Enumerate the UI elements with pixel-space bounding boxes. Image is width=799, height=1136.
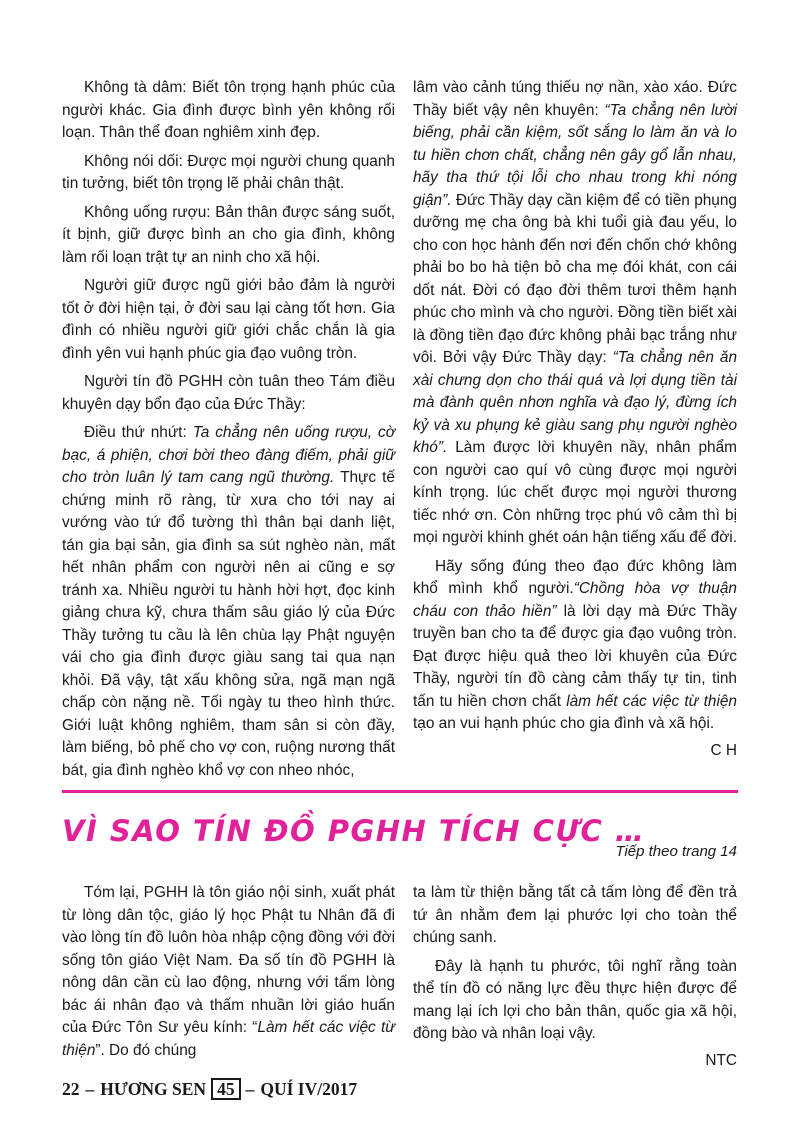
magazine-name: HƯƠNG SEN <box>100 1078 207 1099</box>
article1-left-column <box>62 77 395 788</box>
paragraph-continued: ta làm từ thiện bằng tất cả tấm lòng để đền trả tứ ân nhằm đem lại phước lợi cho toàn thể chúng sanh. <box>413 884 737 946</box>
text-lead: Hãy sống đúng theo đạo đức không làm khổ mình khổ người. <box>413 557 737 597</box>
paragraph-khong-noi-doi: Không nói dối: Được mọi người chung quanh tin tưởng, biết tôn trọng lẽ phải chân thật. <box>62 152 395 192</box>
page-number: 22 <box>62 1078 80 1099</box>
page-footer <box>62 1078 357 1100</box>
paragraph-tom-lai <box>62 882 395 1062</box>
footer-dash: – <box>245 1078 255 1099</box>
section-divider <box>62 790 738 793</box>
text-rest: Đức Thầy dạy cần kiệm để có tiền phụng dưỡng mẹ cha ông bà khi tuổi già đau yếu, lo cho con học hành đến nơi đến chốn chớ không phải bo bo hà tiện bỏ cha mẹ đói khát, con cái dốt nát. Đời có đạo đời thêm tươi thêm hạnh phúc cho mình và cho người. Đồng tiền biết xài là đồng tiền đạo đức không phải bạc trắng như vôi. Bởi vậy Đức Thầy dạy: <box>413 191 737 366</box>
paragraph-continued <box>413 77 737 550</box>
paragraph-hay-song <box>413 556 737 736</box>
article2-headline: VÌ SAO TÍN ĐỒ PGHH TÍCH CỰC … <box>62 814 646 848</box>
paragraph-khong-ta-dam: Không tà dâm: Biết tôn trọng hạnh phúc của người khác. Gia đình được bình yên không rối loạn. Thân thể đoan nghiêm xinh đẹp. <box>62 79 395 141</box>
text-rest: là lời dạy mà Đức Thầy truyền ban cho ta để được gia đạo vuông tròn. Đạt được hiệu quả theo lời khuyên của Đức Thầy, người tín đồ càng cảm thấy tự tin, tinh tấn tu hiền chơn chất <box>413 602 737 710</box>
paragraph-day-la-hanh-tu-phuoc: Đây là hạnh tu phước, tôi nghĩ rằng toàn thể tín đồ có năng lực đều thực hiện được để mang lại ích lợi cho bản thân, quốc gia xã hội, đồng bào và nhân loại vậy. <box>413 957 737 1042</box>
continued-from-note: Tiếp theo trang 14 <box>615 843 737 860</box>
article2-left-column <box>62 882 395 1068</box>
text-rest: tạo an vui hạnh phúc cho gia đình và xã hội. <box>413 715 715 732</box>
quote-italic: Làm hết các việc từ thiện <box>62 1019 395 1059</box>
issue-period: QUÍ IV/2017 <box>260 1078 358 1099</box>
quote-italic: Ta chẳng nên uống rượu, cờ bạc, á phiện, chơi bời theo đàng điếm, phải giữ cho tròn luân lý tam cang ngũ thường. <box>62 424 396 486</box>
paragraph-dieu-thu-nhut <box>62 422 395 782</box>
issue-number: 45 <box>211 1078 241 1100</box>
quote-italic: làm hết các việc từ thiện <box>566 692 737 710</box>
text-rest: Làm được lời khuyên nầy, nhân phẩm con người cao quí vô cùng được mọi người kính trọng. lúc chết được mọi người thương tiếc nhớ ơn. Còn những trọc phú vô cảm thì bị mọi người khinh ghét oán hận tiếng xấu để đời. <box>413 439 737 546</box>
text-rest: Thực tế chứng minh rõ ràng, từ xưa cho tới nay ai vướng vào tứ đổ tường thì thân bại danh liệt, tán gia bại sản, gia đình sa sút nghèo nàn, mất hết nhân phẩm con người nên ai cũng e sợ tránh xa. Nhiều người tu hành hời hợt, đọc kinh giảng chưa kỹ, chưa thấm sâu giáo lý của Đức Thầy tưởng tu cầu là lên chùa lạy Phật nguyện vái cho gia đình được giàu sang tai qua nạn khỏi. Đã vậy, tật xấu không sửa, ngã mạn ngã chấp còn nặng nề. Tối ngày tu theo hình thức. Giới luật không nghiêm, tham sân si còn đầy, làm biếng, bỏ phế cho vợ con, ruộng nương thất bát, gia đình nghèo khổ vợ con nheo nhóc, <box>62 469 395 779</box>
paragraph-tam-dieu: Người tín đồ PGHH còn tuân theo Tám điều khuyên dạy bổn đạo của Đức Thầy: <box>62 373 395 413</box>
quote-italic: “Ta chẳng nên ăn xài chưng dọn cho thái quá và lợi dụng tiền tài mà đành quên nhơn nghĩa và đạo lý, đừng ích kỷ và xu phụng kẻ giàu sang phụ người nghèo khó”. <box>413 349 737 456</box>
footer-dash: – <box>85 1078 95 1099</box>
quote-italic: “Chồng hòa vợ thuận cháu con thảo hiền” <box>413 580 737 620</box>
article1-right-column <box>413 77 737 768</box>
paragraph-ngu-gioi: Người giữ được ngũ giới bảo đảm là người tốt ở đời hiện tại, ở đời sau lại càng tốt hơn. Gia đình có nhiều người giữ giới chắc chắn là gia đình yên vui hạnh phúc gia đạo vuông tròn. <box>62 277 395 362</box>
text-lead: Tóm lại, PGHH là tôn giáo nội sinh, xuất phát từ lòng dân tộc, giáo lý học Phật tu Nhân đã đi vào lòng tín đồ luôn hòa nhập cộng đồng với đời sống tôn giáo Việt Nam. Đa số tín đồ PGHH là nông dân cần cù lao động, nhưng với tấm lòng bác ái nhân đạo và thấm nhuần lời giáo huấn của Đức Tôn Sư yêu kính: “ <box>62 884 395 1036</box>
text-lead: Điều thứ nhứt: <box>84 424 193 441</box>
text-lead: lâm vào cảnh túng thiếu nợ nần, xào xáo. Đức Thầy biết vậy nên khuyên: <box>413 79 737 119</box>
paragraph-khong-uong-ruou: Không uống rượu: Bản thân được sáng suốt, ít bịnh, giữ được bình an cho gia đình, không làm rối loạn trật tự an ninh cho xã hội. <box>62 203 395 266</box>
signature-ch: C H <box>710 741 737 759</box>
signature-ntc: NTC <box>705 1051 737 1069</box>
quote-italic: “Ta chẳng nên lười biếng, phải cần kiệm, sốt sắng lo làm ăn và lo tu hiền chơn chất, chẳng nên gây gổ lẫn nhau, hãy tha thứ tội lỗi cho nhau trong khi nóng giận”. <box>413 101 737 209</box>
text-rest: ”. Do đó chúng <box>95 1041 197 1059</box>
article2-right-column <box>413 882 737 1078</box>
